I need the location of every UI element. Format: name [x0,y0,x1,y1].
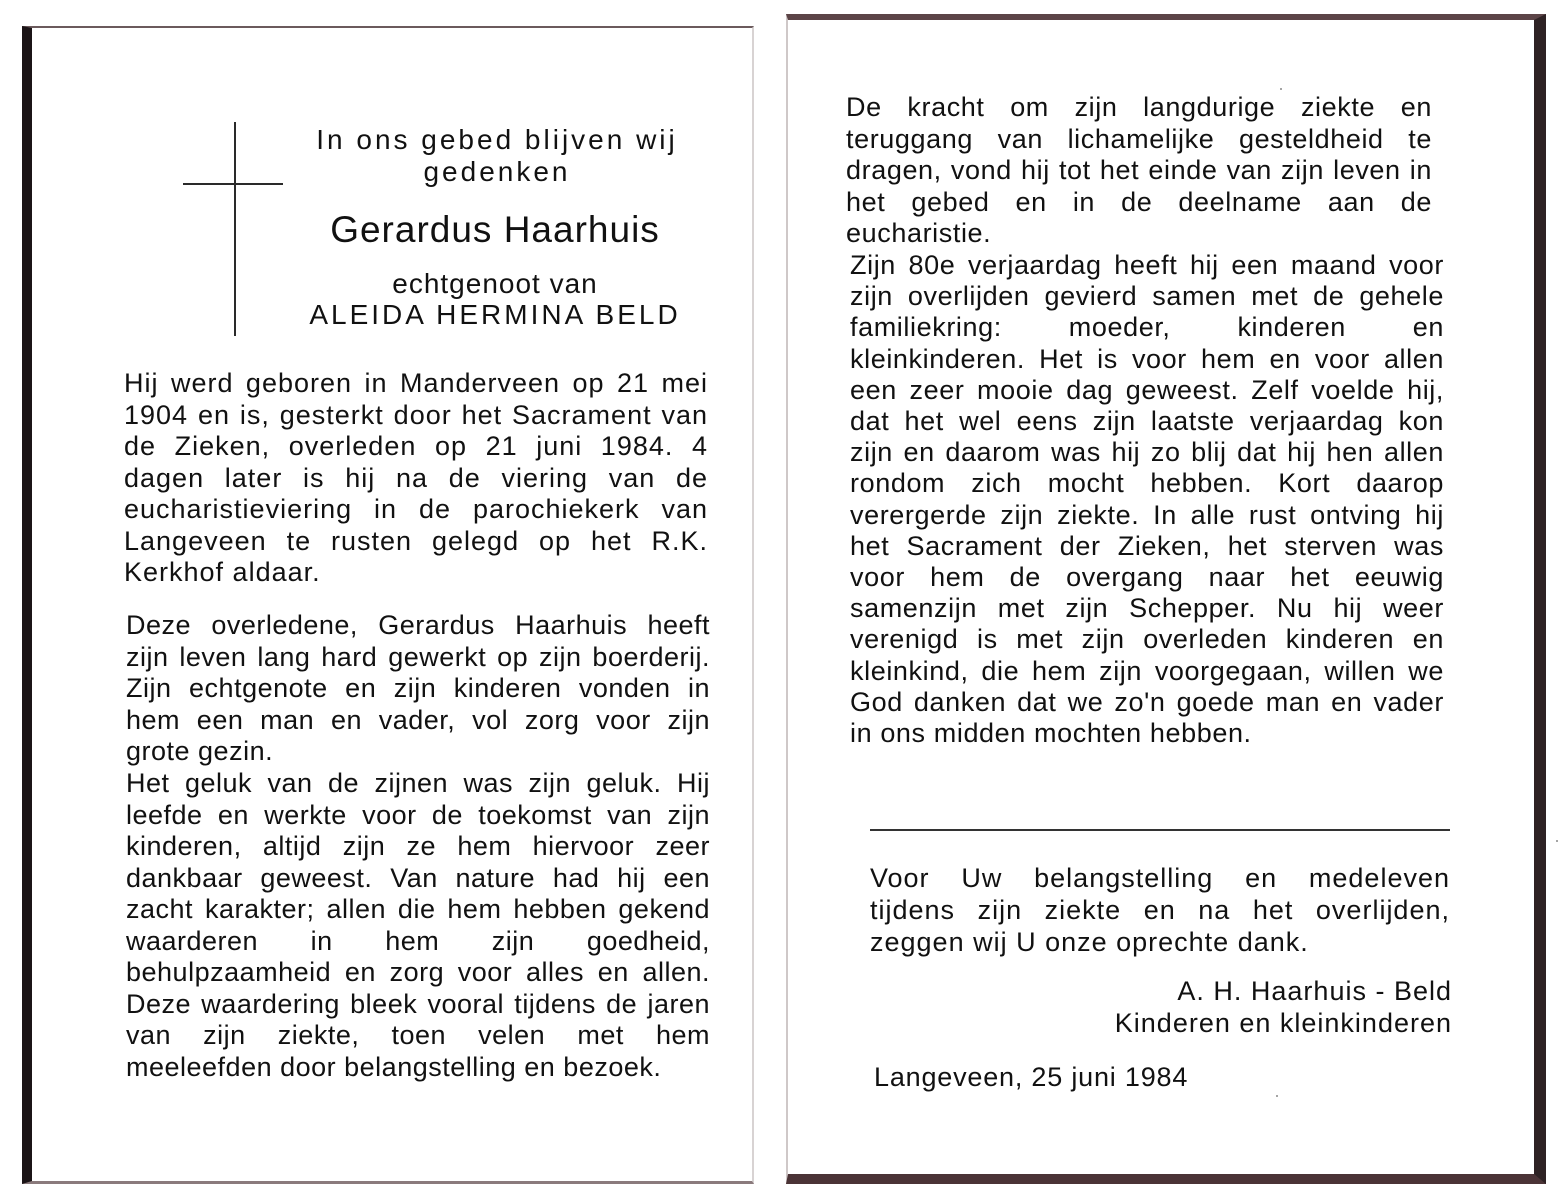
place-date: Langeveen, 25 juni 1984 [874,1062,1189,1092]
biography-paragraph: Zijn 80e verjaardag heeft hij een maand voor zijn overlijden gevierd samen met de gehele familiekring: moeder, kinderen en kleinkinderen. Het is voor hem en voor allen een zeer mooie dag geweest. Zelf voelde hij, dat het wel eens zijn laatste verjaardag kon zijn en daarom was hij zo blij dat hij hen allen rondom zich mocht hebben. Kort daarop verergerde zijn ziekte. In alle rust ontving hij het Sacrament der Zieken, het sterven was voor hem de overgang naar het eeuwig samenzijn met zijn Schepper. Nu hij weer verenigd is met zijn overleden kinderen en kleinkind, die hem zijn voorgegaan, willen we God danken dat we zo'n goede man en vader in ons midden mochten hebben. [850,250,1444,749]
signature-line: A. H. Haarhuis - Beld [1177,976,1452,1006]
thanks-text: Voor Uw belangstelling en medeleven tijdens zijn ziekte en na het overlijden, zeggen wij U onze oprechte dank. [870,863,1450,957]
scan-speck [1556,840,1558,842]
cross-icon-horizontal [183,183,283,185]
biography-paragraph: Deze overledene, Gerardus Haarhuis heeft zijn leven lang hard gewerkt op zijn boerderij. Zijn echtgenote en zijn kinderen vonden in hem een man en vader, vol zorg voor zijn grote gezin. [126,610,710,766]
deceased-name: Gerardus Haarhuis [330,209,660,250]
signature-line: Kinderen en kleinkinderen [1114,1008,1452,1038]
divider [870,829,1450,831]
biography-paragraph: De kracht om zijn langdurige ziekte en teruggang van lichamelijke gesteldheid te dragen, vond hij tot het einde van zijn leven in het gebed en in de deelname aan de eucharistie. [846,92,1432,248]
scan-speck [1280,88,1282,90]
intro-text: In ons gebed blijven wij gedenken [316,124,678,187]
spouse-label: echtgenoot van [392,268,598,299]
biography-paragraph: Hij werd geboren in Manderveen op 21 mei 1904 en is, gesterkt door het Sacrament van de Zieken, overleden op 21 juni 1984. 4 dagen later is hij na de viering van de eucharistieviering in de parochiekerk van Langeveen te rusten gelegd op het R.K. Kerkhof aldaar. [124,368,708,587]
scan-speck [1276,1095,1278,1097]
cross-icon-vertical [234,122,236,336]
biography-paragraph: Het geluk van de zijnen was zijn geluk. Hij leefde en werkte voor de toekomst van zijn kinderen, altijd zijn ze hem hiervoor zeer dankbaar geweest. Van nature had hij een zacht karakter; allen die hem hebben gekend waarderen in hem zijn goedheid, behulpzaamheid en zorg voor alles en allen. Deze waardering bleek vooral tijdens de jaren van zijn ziekte, toen velen met hem meeleefden door belangstelling en bezoek. [126,768,710,1082]
spouse-name: ALEIDA HERMINA BELD [309,299,681,330]
